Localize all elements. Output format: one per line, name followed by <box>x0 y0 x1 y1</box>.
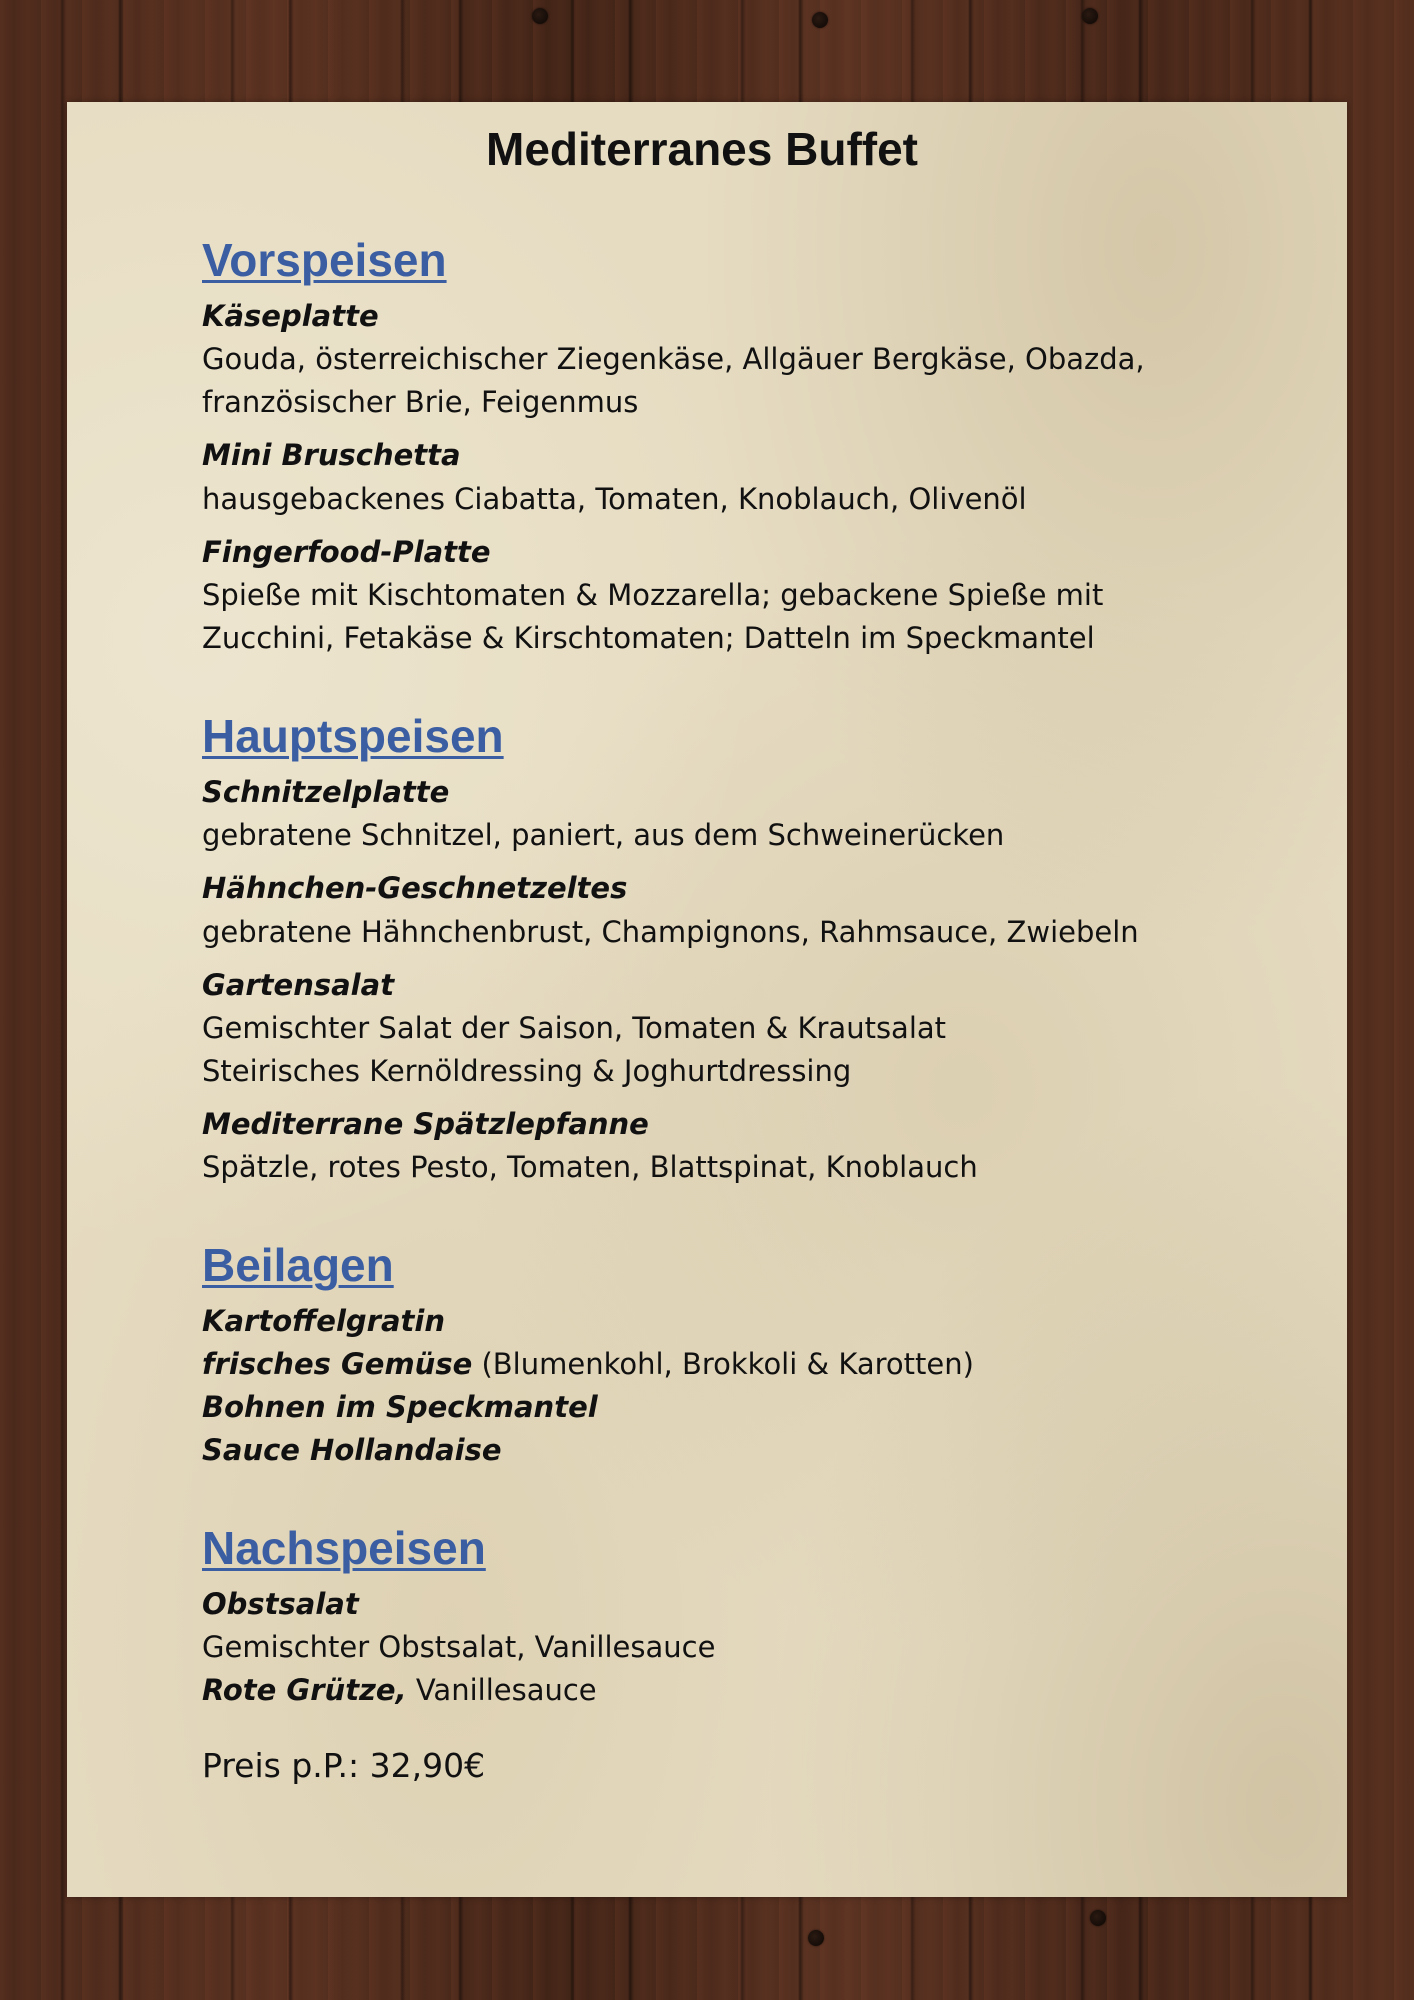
section-heading-vorspeisen: Vorspeisen <box>202 234 447 286</box>
menu-item <box>202 1583 1302 1669</box>
menu-item <box>202 964 1302 1093</box>
section-heading-beilagen: Beilagen <box>202 1239 394 1292</box>
menu-item-description: Gouda, österreichischer Ziegenkäse, Allgäuer Bergkäse, Obazda, <box>202 342 1145 377</box>
menu-item <box>202 1429 1302 1472</box>
menu-item <box>202 531 1302 660</box>
menu-item-description: Vanillesauce <box>406 1673 597 1708</box>
page-title: Mediterranes Buffet <box>486 123 918 175</box>
wood-nail <box>808 1930 824 1946</box>
menu-item-name: Gartensalat <box>202 967 395 1002</box>
menu-item-name: Obstsalat <box>202 1586 359 1621</box>
menu-item-name: Rote Grütze, <box>202 1673 407 1708</box>
wood-nail <box>1082 8 1098 24</box>
menu-item-description: Spätzle, rotes Pesto, Tomaten, Blattspinat, Knoblauch <box>202 1150 978 1185</box>
menu-item-description: (Blumenkohl, Brokkoli & Karotten) <box>472 1347 974 1382</box>
menu-item <box>202 295 1302 424</box>
section-nachspeisen <box>202 1522 1302 1712</box>
menu-item-name: Bohnen im Speckmantel <box>202 1390 598 1425</box>
menu-item-description: Steirisches Kernöldressing & Joghurtdressing <box>202 1054 852 1089</box>
menu-item <box>202 434 1302 520</box>
menu-item <box>202 867 1302 953</box>
menu-item-description: gebratene Schnitzel, paniert, aus dem Schweinerücken <box>202 818 1005 853</box>
menu-item-name: Mini Bruschetta <box>202 438 461 473</box>
menu-item-description: französischer Brie, Feigenmus <box>202 385 639 420</box>
menu-item-name: Sauce Hollandaise <box>202 1432 502 1467</box>
menu-item-description: Gemischter Obstsalat, Vanillesauce <box>202 1630 716 1665</box>
menu-item-name: Kartoffelgratin <box>202 1304 445 1339</box>
wood-nail <box>532 8 548 24</box>
section-vorspeisen <box>202 234 1302 660</box>
menu-item-description: Gemischter Salat der Saison, Tomaten & Krautsalat <box>202 1011 947 1046</box>
menu-item <box>202 771 1302 857</box>
menu-item-name: Hähnchen-Geschnetzeltes <box>202 871 628 906</box>
menu-item-description: Zucchini, Fetakäse & Kirschtomaten; Datteln im Speckmantel <box>202 621 1095 656</box>
menu-body <box>202 234 1302 1785</box>
price-per-person: Preis p.P.: 32,90€ <box>202 1746 486 1786</box>
menu-item <box>202 1343 1302 1386</box>
menu-item-name: frisches Gemüse <box>202 1347 473 1382</box>
menu-item <box>202 1300 1302 1343</box>
section-hauptspeisen <box>202 710 1302 1189</box>
section-beilagen <box>202 1239 1302 1472</box>
section-heading-nachspeisen: Nachspeisen <box>202 1521 486 1574</box>
menu-item-name: Fingerfood-Platte <box>202 534 491 569</box>
menu-item-name: Mediterrane Spätzlepfanne <box>202 1106 649 1141</box>
section-heading-hauptspeisen: Hauptspeisen <box>202 709 504 762</box>
menu-paper <box>67 102 1347 1897</box>
menu-item <box>202 1103 1302 1189</box>
menu-item <box>202 1669 1302 1712</box>
menu-item-name: Käseplatte <box>202 298 379 333</box>
wood-nail <box>1090 1910 1106 1926</box>
menu-item <box>202 1386 1302 1429</box>
menu-item-description: hausgebackenes Ciabatta, Tomaten, Knoblauch, Olivenöl <box>202 481 1027 516</box>
menu-item-description: Spieße mit Kischtomaten & Mozzarella; gebackene Spieße mit <box>202 578 1104 613</box>
wood-nail <box>812 12 828 28</box>
menu-item-name: Schnitzelplatte <box>202 774 450 809</box>
menu-item-description: gebratene Hähnchenbrust, Champignons, Rahmsauce, Zwiebeln <box>202 914 1139 949</box>
